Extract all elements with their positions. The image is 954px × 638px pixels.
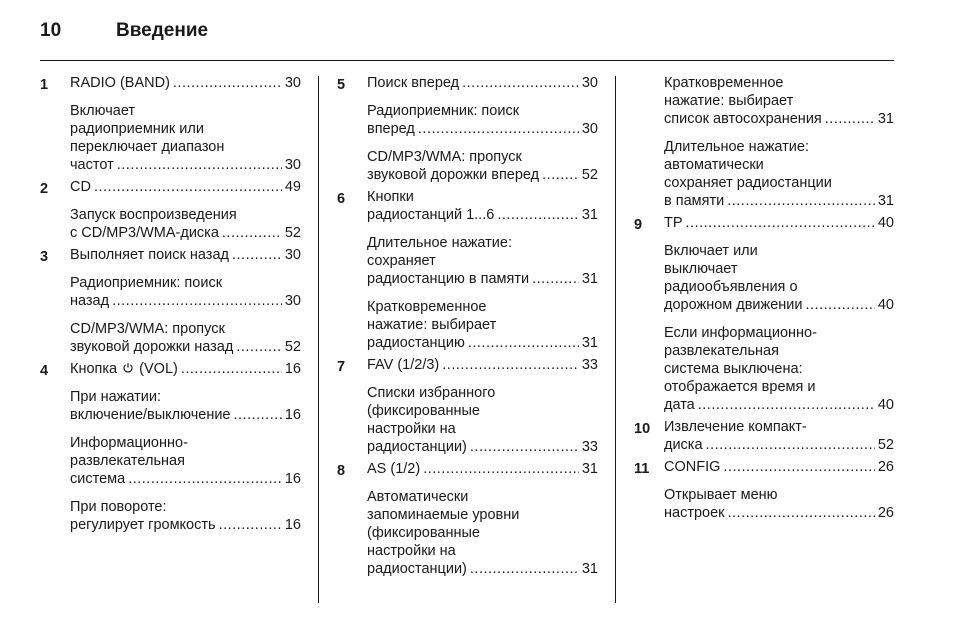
leader-line [367, 270, 598, 288]
description-line: CD/MP3/WMA: пропуск [367, 149, 522, 165]
leader-dots [418, 120, 579, 138]
entry-text: диска [664, 437, 703, 453]
index-entry [337, 356, 598, 456]
description-line: отображается время и [664, 379, 816, 395]
description-block [367, 384, 598, 456]
entry-text: частот [70, 157, 114, 173]
entry-number: 8 [337, 463, 346, 479]
page-ref: 52 [877, 437, 894, 453]
index-entry [40, 74, 301, 174]
entry-number: 11 [634, 461, 650, 477]
description-block [70, 102, 301, 174]
page-ref: 30 [581, 121, 598, 137]
entry-text [70, 360, 178, 378]
index-entry [634, 214, 894, 414]
leader-line [664, 214, 894, 232]
description-block [664, 138, 894, 210]
description-line: Радиоприемник: поиск [367, 103, 520, 119]
leader-line [367, 206, 598, 224]
leader-line [367, 166, 598, 184]
entry-title-line: Кнопки [367, 189, 414, 205]
column-divider-1 [318, 76, 319, 603]
leader-dots [470, 438, 579, 456]
entry-number: 3 [40, 249, 49, 265]
description-line: сохраняет [367, 253, 436, 269]
page-ref: 30 [284, 75, 301, 91]
description-line: Автоматически [367, 489, 469, 505]
leader-dots [222, 224, 282, 242]
leader-dots [173, 74, 282, 92]
description-block [367, 488, 598, 578]
page-ref: 33 [581, 439, 598, 455]
entry-number: 10 [634, 421, 651, 437]
entry-text: с CD/MP3/WMA-диска [70, 225, 219, 241]
page-ref: 33 [581, 357, 598, 373]
page-ref: 31 [877, 111, 894, 127]
index-entry [337, 188, 598, 352]
leader-line [367, 560, 598, 578]
description-line: Кратковременное [664, 75, 784, 91]
leader-dots [232, 246, 282, 264]
page-ref: 52 [284, 339, 301, 355]
entry-text: регулирует громкость [70, 517, 216, 533]
leader-line [664, 504, 894, 522]
description-line: переключает диапазон [70, 139, 225, 155]
leader-line [664, 458, 894, 476]
leader-line [70, 292, 301, 310]
description-line: При повороте: [70, 499, 167, 515]
page-number: 10 [40, 20, 62, 41]
page-ref: 16 [284, 471, 301, 487]
leader-line [664, 436, 894, 454]
leader-line [70, 156, 301, 174]
description-line: развлекательная [664, 343, 779, 359]
leader-dots [112, 292, 282, 310]
leader-dots [128, 470, 282, 488]
entry-text: CD [70, 179, 91, 195]
leader-dots [181, 360, 282, 378]
description-line: (фиксированные [367, 525, 480, 541]
description-line: CD/MP3/WMA: пропуск [70, 321, 225, 337]
description-block [70, 388, 301, 424]
leader-line [664, 110, 894, 128]
entry-text: радиостанции) [367, 561, 467, 577]
description-line: Включает [70, 103, 136, 119]
description-block [664, 74, 894, 128]
leader-dots [686, 214, 875, 232]
index-entry [634, 458, 894, 522]
page-ref: 30 [284, 157, 301, 173]
description-line: настройки на [367, 421, 456, 437]
entry-text: радиостанцию [367, 335, 465, 351]
leader-line [367, 334, 598, 352]
description-line: (фиксированные [367, 403, 480, 419]
entry-text: Выполняет поиск назад [70, 247, 229, 263]
index-entry [337, 460, 598, 578]
leader-dots [219, 516, 282, 534]
description-line: Если информационно- [664, 325, 817, 341]
leader-dots [698, 396, 875, 414]
entry-text: радиостанций 1...6 [367, 207, 495, 223]
index-column-3 [634, 74, 894, 522]
leader-line [70, 246, 301, 264]
page-ref: 30 [284, 293, 301, 309]
entry-number: 4 [40, 363, 49, 379]
leader-line [70, 74, 301, 92]
leader-dots [532, 270, 579, 288]
page-ref: 31 [581, 335, 598, 351]
entry-text-pre: Кнопка [70, 361, 118, 377]
description-line: выключает [664, 261, 738, 277]
leader-line [70, 178, 301, 196]
entry-text: радиостанции) [367, 439, 467, 455]
description-line: система выключена: [664, 361, 803, 377]
description-line: автоматически [664, 157, 764, 173]
description-line: Радиоприемник: поиск [70, 275, 223, 291]
entry-number: 6 [337, 191, 346, 207]
description-line: Информационно- [70, 435, 188, 451]
description-line: развлекательная [70, 453, 185, 469]
page-ref: 40 [877, 215, 894, 231]
entry-text: дата [664, 397, 695, 413]
entry-text: FAV (1/2/3) [367, 357, 440, 373]
description-line: нажатие: выбирает [367, 317, 497, 333]
leader-line [70, 224, 301, 242]
page-ref: 16 [284, 361, 301, 377]
entry-text: включение/выключение [70, 407, 231, 423]
entry-text: радиостанцию в памяти [367, 271, 530, 287]
description-line: Запуск воспроизведения [70, 207, 237, 223]
leader-line [367, 74, 598, 92]
index-entry [337, 74, 598, 184]
description-line: Длительное нажатие: [367, 235, 512, 251]
description-block [70, 320, 301, 356]
power-icon [122, 361, 134, 373]
page-ref: 16 [284, 407, 301, 423]
description-line: настройки на [367, 543, 456, 559]
description-line: радиообъявления о [664, 279, 798, 295]
entry-number: 2 [40, 181, 49, 197]
description-line: сохраняет радиостанции [664, 175, 832, 191]
entry-text: вперед [367, 121, 415, 137]
leader-line [367, 460, 598, 478]
description-block [70, 498, 301, 534]
entry-title-line: Извлечение компакт- [664, 419, 807, 435]
entry-text: Поиск вперед [367, 75, 460, 91]
page-ref: 16 [284, 517, 301, 533]
leader-line [367, 438, 598, 456]
page-ref: 30 [581, 75, 598, 91]
page-ref: 30 [284, 247, 301, 263]
page-ref: 31 [581, 461, 598, 477]
leader-dots [728, 504, 875, 522]
leader-dots [806, 296, 875, 314]
leader-line [664, 296, 894, 314]
page-ref: 31 [877, 193, 894, 209]
index-column-2 [337, 74, 598, 578]
description-line: запоминаемые уровни [367, 507, 520, 523]
description-line: Длительное нажатие: [664, 139, 809, 155]
entry-text: звуковой дорожки назад [70, 339, 234, 355]
description-line: Включает или [664, 243, 758, 259]
page-ref: 52 [581, 167, 598, 183]
leader-line [70, 516, 301, 534]
description-block [70, 206, 301, 242]
description-line: Открывает меню [664, 487, 778, 503]
page-ref: 31 [581, 207, 598, 223]
page-ref: 52 [284, 225, 301, 241]
leader-line [70, 338, 301, 356]
entry-text: CONFIG [664, 459, 721, 475]
leader-line [70, 406, 301, 424]
description-line: При нажатии: [70, 389, 162, 405]
description-block [367, 298, 598, 352]
description-block [367, 148, 598, 184]
description-block [367, 102, 598, 138]
leader-dots [706, 436, 875, 454]
leader-dots [470, 560, 579, 578]
index-entry [634, 418, 894, 454]
entry-number: 5 [337, 77, 346, 93]
description-line: Кратковременное [367, 299, 487, 315]
column-divider-2 [615, 76, 616, 603]
leader-line [70, 360, 301, 378]
entry-text: настроек [664, 505, 725, 521]
page-title: Введение [116, 20, 209, 41]
leader-dots [723, 458, 874, 476]
header-rule [40, 60, 894, 61]
leader-dots [117, 156, 282, 174]
description-block [367, 234, 598, 288]
leader-dots [825, 110, 875, 128]
page-ref: 31 [581, 561, 598, 577]
leader-line [367, 356, 598, 374]
description-block [664, 324, 894, 414]
entry-text: TP [664, 215, 683, 231]
leader-line [664, 192, 894, 210]
entry-number: 9 [634, 217, 643, 233]
description-block [70, 274, 301, 310]
page-ref: 49 [284, 179, 301, 195]
entry-number: 1 [40, 77, 49, 93]
page-ref: 26 [877, 459, 894, 475]
entry-text-post: (VOL) [139, 361, 178, 377]
entry-text: звуковой дорожки вперед [367, 167, 540, 183]
leader-dots [233, 406, 281, 424]
leader-dots [442, 356, 579, 374]
leader-dots [462, 74, 579, 92]
index-entry [40, 360, 301, 534]
description-block [664, 242, 894, 314]
index-entry [40, 246, 301, 356]
page-ref: 31 [581, 271, 598, 287]
entry-number: 7 [337, 359, 346, 375]
page-ref: 40 [877, 297, 894, 313]
description-line: Списки избранного [367, 385, 496, 401]
description-block [70, 434, 301, 488]
entry-text: система [70, 471, 126, 487]
leader-dots [542, 166, 579, 184]
entry-text: дорожном движении [664, 297, 803, 313]
leader-line [367, 120, 598, 138]
entry-text: список автосохранения [664, 111, 822, 127]
page-ref: 26 [877, 505, 894, 521]
leader-line [664, 396, 894, 414]
leader-dots [497, 206, 579, 224]
entry-text: назад [70, 293, 110, 309]
description-line: нажатие: выбирает [664, 93, 794, 109]
entry-text: в памяти [664, 193, 725, 209]
continued-entry [634, 138, 894, 210]
description-line: радиоприемник или [70, 121, 204, 137]
entry-text: RADIO (BAND) [70, 75, 170, 91]
description-block [664, 486, 894, 522]
continued-entry [634, 74, 894, 128]
leader-line [70, 470, 301, 488]
leader-dots [468, 334, 579, 352]
entry-text: AS (1/2) [367, 461, 421, 477]
leader-dots [236, 338, 282, 356]
leader-dots [423, 460, 579, 478]
leader-dots [94, 178, 282, 196]
leader-dots [727, 192, 875, 210]
page-ref: 40 [877, 397, 894, 413]
index-entry [40, 178, 301, 242]
index-column-1 [40, 74, 301, 534]
